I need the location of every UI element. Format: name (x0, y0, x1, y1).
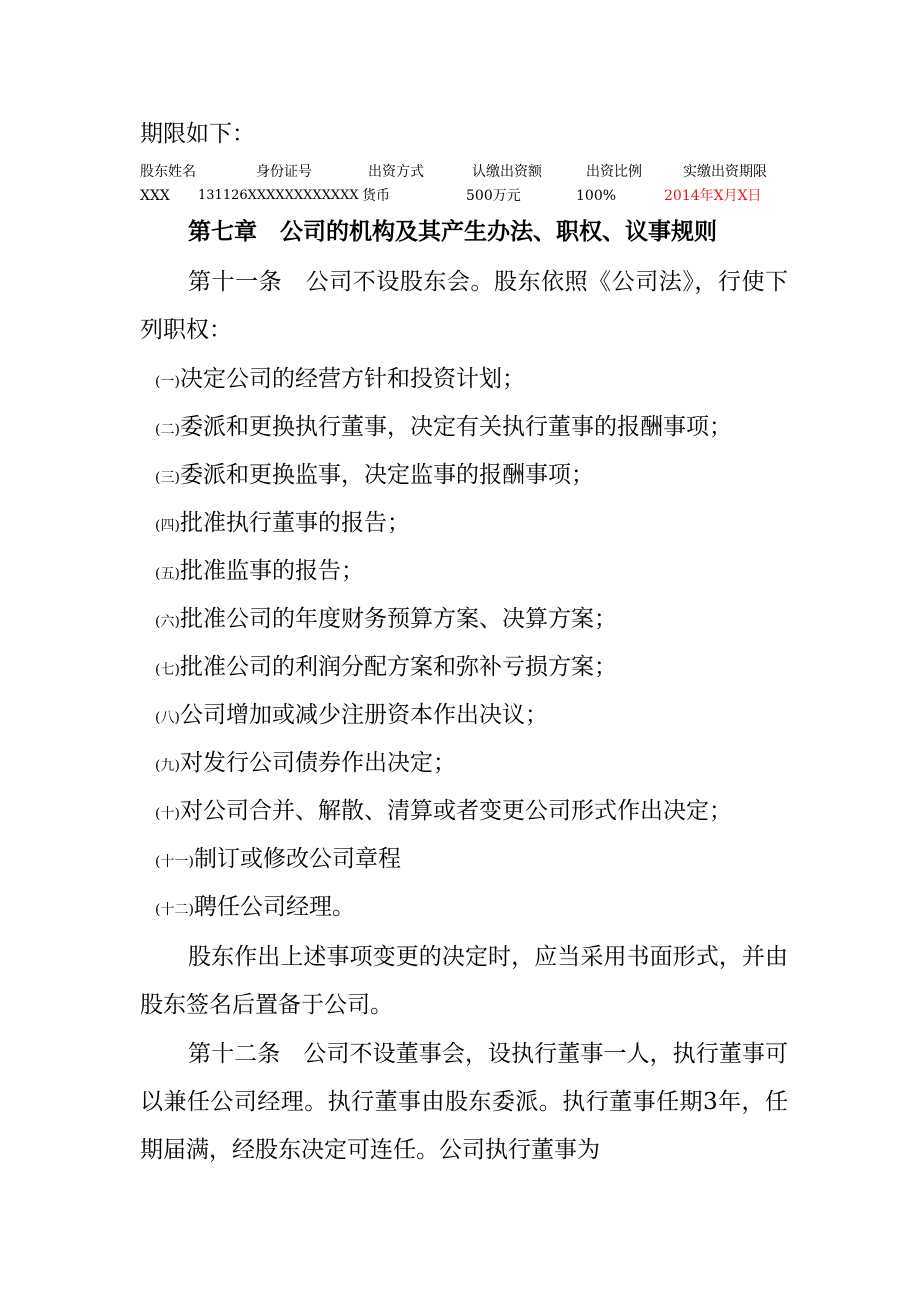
cell-method: 货币 (362, 188, 390, 204)
item-number: (一) (155, 374, 180, 390)
item-text: 对公司合并、解散、清算或者变更公司形式作出决定； (179, 798, 732, 824)
list-item (155, 403, 732, 451)
item-number: (十二) (155, 902, 194, 918)
closing-paragraph: 股东作出上述事项变更的决定时，应当采用书面形式，并由股东签名后置备于公司。 (140, 944, 788, 1018)
item-text: 批准公司的年度财务预算方案、决算方案； (179, 606, 617, 632)
item-number: (四) (155, 518, 180, 534)
header-id: 身份证号 (256, 164, 312, 180)
item-number: (六) (155, 614, 180, 630)
article-11: 第十一条 公司不设股东会。股东依照《公司法》，行使下列职权： (140, 269, 788, 343)
list-item (155, 451, 732, 499)
item-number: (三) (155, 470, 180, 486)
cell-ratio: 100% (576, 188, 617, 204)
item-text: 委派和更换执行董事，决定有关执行董事的报酬事项； (179, 414, 732, 440)
item-number: (九) (155, 758, 180, 774)
item-number: (十一) (155, 854, 194, 870)
list-item (155, 355, 732, 403)
item-text: 批准监事的报告； (179, 558, 364, 584)
list-item (155, 691, 732, 739)
list-item (155, 643, 732, 691)
chapter-title: 第七章 公司的机构及其产生办法、职权、议事规则 (188, 218, 717, 245)
item-number: (十) (155, 806, 180, 822)
header-method: 出资方式 (368, 164, 424, 180)
list-item (155, 739, 732, 787)
list-item (155, 499, 732, 547)
item-text: 批准执行董事的报告； (179, 510, 410, 536)
header-subscribed: 认缴出资额 (472, 164, 542, 180)
list-item (155, 835, 732, 883)
article-12: 第十二条 公司不设董事会，设执行董事一人，执行董事可以兼任公司经理。执行董事由股东委派。执行董事任期3年，任期届满，经股东决定可连任。公司执行董事为 (140, 1041, 788, 1163)
cell-deadline: 2014年X月X日 (664, 188, 762, 204)
header-name: 股东姓名 (140, 164, 196, 180)
item-number: (七) (155, 662, 180, 678)
list-item (155, 547, 732, 595)
item-number: (八) (155, 710, 180, 726)
item-text: 聘任公司经理。 (193, 894, 355, 920)
list-item (155, 787, 732, 835)
cell-name: XXX (140, 188, 170, 204)
list-item (155, 883, 732, 931)
header-deadline: 实缴出资期限 (683, 164, 767, 180)
item-text: 对发行公司债券作出决定； (179, 750, 456, 776)
cell-id: 131126XXXXXXXXXXXX (198, 188, 359, 203)
item-number: (二) (155, 422, 180, 438)
list-item (155, 595, 732, 643)
item-text: 制订或修改公司章程 (193, 846, 401, 872)
powers-list (155, 355, 732, 931)
item-text: 批准公司的利润分配方案和弥补亏损方案； (179, 654, 617, 680)
item-text: 委派和更换监事，决定监事的报酬事项； (179, 462, 594, 488)
item-text: 公司增加或减少注册资本作出决议； (179, 702, 548, 728)
item-number: (五) (155, 566, 180, 582)
item-text: 决定公司的经营方针和投资计划； (179, 366, 525, 392)
cell-subscribed: 500万元 (466, 188, 521, 204)
header-ratio: 出资比例 (586, 164, 642, 180)
intro-text: 期限如下： (140, 121, 255, 147)
